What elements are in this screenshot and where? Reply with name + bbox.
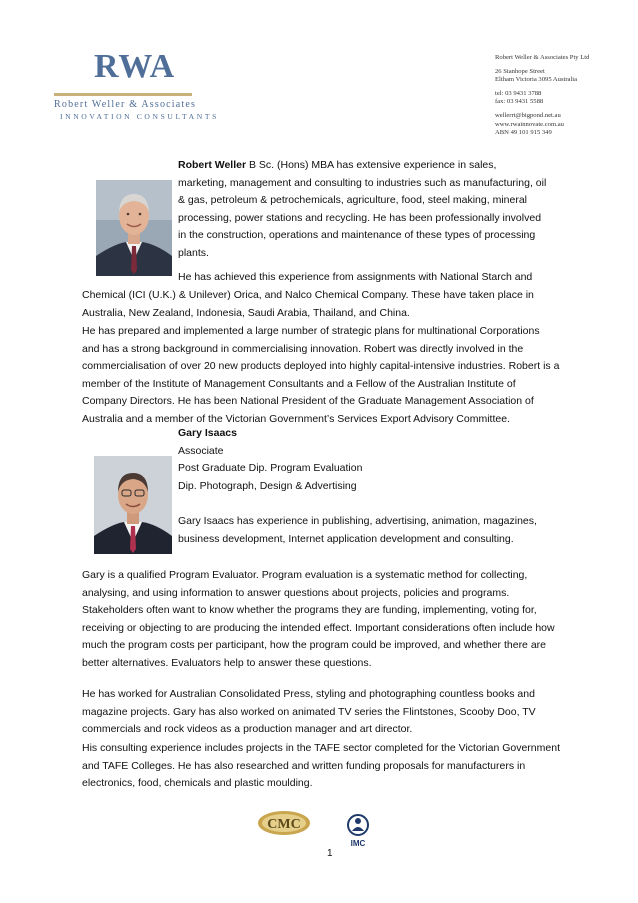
address-block: [495, 54, 589, 137]
robert-intro: [178, 157, 548, 263]
gary-p4: His consulting experience includes projects in the TAFE sector completed for the Victorian Government and TAFE Colleges. He has also researched and written funding proposals for manufacturers in electronics, food, chemicals and plastic moulding.: [82, 742, 560, 790]
gary-qual-2: Dip. Photograph, Design & Advertising: [178, 479, 357, 492]
imc-logo: [324, 797, 392, 859]
cmc-logo: [256, 810, 312, 840]
logo-divider: [54, 93, 192, 96]
firm-name: Robert Weller & Associates: [54, 99, 197, 110]
gary-name: Gary Isaacs: [178, 427, 237, 439]
robert-weller-photo: [96, 180, 172, 276]
gary-p1: Gary Isaacs has experience in publishing, advertising, animation, magazines, business development, Internet application development and consulting.: [178, 515, 537, 545]
company-name: Robert Weller & Associates Pty Ltd: [495, 54, 590, 61]
abn: ABN 49 101 915 349: [495, 128, 552, 136]
robert-p3: He has prepared and implemented a large number of strategic plans for multinational Corporations and has a strong background in commercialising innovation. Robert was directly involved in the commercialisation of over 20 new products deployed into highly capital-intensive industries. Robert is a member of the Institute of Management Consultants and a Fellow of the Australian Institute of Company Directors. He has been National President of the Graduate Management Association of Australia and a member of the Victorian Government’s Services Export Advisory Committee.: [82, 325, 560, 425]
email[interactable]: wellerrt@bigpond.net.au: [495, 112, 561, 120]
robert-name: Robert Weller: [178, 159, 247, 171]
city: Eltham Victoria 3095 Australia: [495, 76, 578, 84]
gary-p3: He has worked for Australian Consolidated Press, styling and photographing countless books and magazine projects. Gary has also worked on animated TV series the Flintstones, Scooby Doo, TV commercials and rock videos as a production manager and art director.: [82, 688, 536, 736]
imc-logo-text: IMC: [350, 839, 366, 848]
gary-role: Associate: [178, 444, 224, 457]
gary-header: [178, 425, 548, 495]
page-number: 1: [327, 848, 333, 859]
rwa-logo: RWA: [94, 48, 176, 85]
telephone: tel: 03 9431 3788: [495, 90, 542, 98]
street: 26 Stanhope Street: [495, 68, 545, 76]
gary-p2: Gary is a qualified Program Evaluator. Program evaluation is a systematic method for collecting, analysing, and using information to answer questions about projects, policies and programs. Stakeholders often want to know whether the programs they are funding, implementing, voting for, receiving or objecting to are producing the intended effect. Important considerations often include how much the program costs per participant, how the program could be improved, and whether there are better alternatives. Evaluators help to answer these questions.: [82, 569, 555, 669]
cmc-logo-text: CMC: [267, 817, 301, 832]
gary-isaacs-photo: [94, 456, 172, 554]
robert-p2-rest: Chemical (ICI (U.K.) & Unilever) Orica, and Nalco Chemical Company. These have taken place in Australia, New Zealand, Indonesia, Saudi Arabia, Thailand, and China.: [82, 289, 534, 319]
gary-qual-1: Post Graduate Dip. Program Evaluation: [178, 462, 363, 475]
robert-p2-lead: He has achieved this experience from assignments with National Starch and: [178, 271, 533, 283]
firm-tagline: INNOVATION CONSULTANTS: [60, 112, 219, 121]
website[interactable]: www.rwainnovate.com.au: [495, 120, 564, 128]
fax: fax: 03 9431 5588: [495, 98, 544, 106]
robert-intro-text: B Sc. (Hons) MBA has extensive experience in sales, marketing, management and consulting to industries such as manufacturing, oil & gas, petroleum & petrochemicals, agriculture, food, steel making, mineral processing, power stations and recycling. He has been professionally involved in the construction, operations and maintenance of these types of processing plants.: [178, 159, 547, 259]
